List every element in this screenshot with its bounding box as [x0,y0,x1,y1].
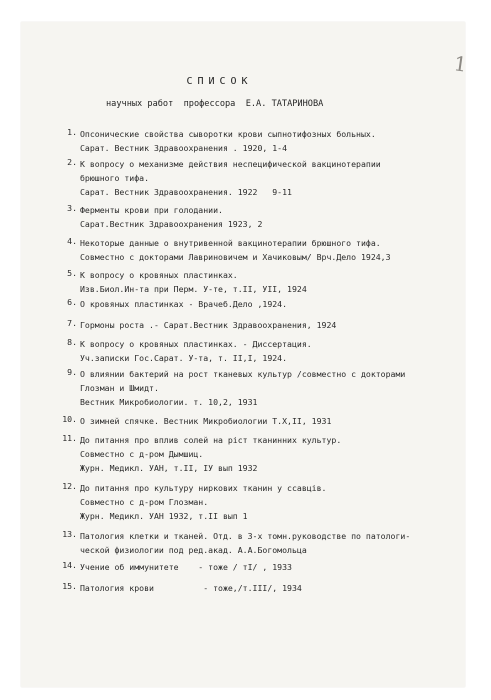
item-number: 14. [62,560,77,570]
item-line: О кровяных пластинках - Врачеб.Дело ,1924. [80,299,288,309]
item-text [80,236,391,264]
item-line: Гормоны роста .- Сарат.Вестник Здравоохранения, 1924 [80,320,337,330]
item-number: 3. [67,203,77,213]
item-line: Сарат. Вестник Здравоохранения . 1920, 1-4 [80,143,288,153]
item-number: 9. [67,367,77,377]
item-line: О зимней спячке. Вестник Микробиологии Т.Х,II, 1931 [80,416,332,426]
item-line: До питання про вплив солей на ріст тканинних культур. [80,435,342,445]
item-number: 10. [62,414,77,424]
item-text [80,529,410,557]
item-line: Совместно с докторами Лавриновичем и Хачиковым/ Врч.Дело 1924,3 [80,252,391,262]
item-text [80,127,376,155]
item-line: К вопросу о механизме действия неспецифической вакцинотерапии [80,159,381,169]
item-line: Учение об иммунитете - тоже / тI/ , 1933 [80,562,292,572]
item-number: 2. [67,157,77,167]
item-text [80,297,287,311]
item-text [80,560,292,574]
item-line: Патология клетки и тканей. Отд. в 3-х томн.руководстве по патологи- [80,531,411,541]
item-text [80,157,381,199]
item-number: 15. [62,581,77,591]
item-text [80,414,331,428]
item-text [80,268,307,296]
item-number: 8. [67,337,77,347]
item-line: К вопросу о кровяных пластинках. [80,270,238,280]
item-text [80,581,302,595]
item-line: Совместно с д-ром Дымшиц. [80,449,204,459]
item-text [80,203,262,231]
item-line: Вестник Микробиологии. т. 10,2, 1931 [80,397,258,407]
item-text [80,367,405,409]
item-line: До питання про культуру ниркових тканин у ссавців. [80,483,327,493]
item-line: Некоторые данные о внутривенной вакцинотерапии брюшного тифа. [80,238,381,248]
item-number: 7. [67,318,77,328]
item-line: Ферменты крови при голодании. [80,205,223,215]
item-line: Опсонические свойства сыворотки крови сыпнотифозных больных. [80,129,376,139]
item-number: 1. [67,127,77,137]
item-number: 6. [67,297,77,307]
item-line: Глозман и Шмидт. [80,383,159,393]
item-text [80,318,336,332]
document-title: СПИСОК [186,76,253,87]
item-line: Журн. Медикл. УАН 1932, т.II вып 1 [80,511,248,521]
item-text [80,433,341,475]
item-line: Изв.Биол.Ин-та при Перм. У-те, т.II, УII, 1924 [80,284,307,294]
item-number: 11. [62,433,77,443]
item-line: К вопросу о кровяных пластинках. - Диссертация. [80,339,312,349]
item-line: Уч.записки Гос.Сарат. У-та, т. II,I, 1924. [80,353,288,363]
item-line: Сарат. Вестник Здравоохранения. 1922 9-11 [80,187,292,197]
item-line: Журн. Медикл. УАН, т.II, IУ вып 1932 [80,463,258,473]
item-line: брюшного тифа. [80,173,150,183]
item-line: Патология крови - тоже,/т.III/, 1934 [80,583,302,593]
item-line: ческой физиологии под ред.акад. А.А.Богомольца [80,545,307,555]
item-number: 5. [67,268,77,278]
item-number: 12. [62,481,77,491]
document-subtitle: научных работ профессора Е.А. ТАТАРИНОВА [106,99,324,109]
item-text [80,337,312,365]
item-line: О влиянии бактерий на рост тканевых культур /совместно с докторами [80,369,406,379]
handwritten-page-number: 1 [452,51,469,77]
item-line: Совместно с д-ром Глозман. [80,497,209,507]
item-text [80,481,326,523]
item-line: Сарат.Вестник Здравоохранения 1923, 2 [80,219,263,229]
item-number: 13. [62,529,77,539]
item-number: 4. [67,236,77,246]
